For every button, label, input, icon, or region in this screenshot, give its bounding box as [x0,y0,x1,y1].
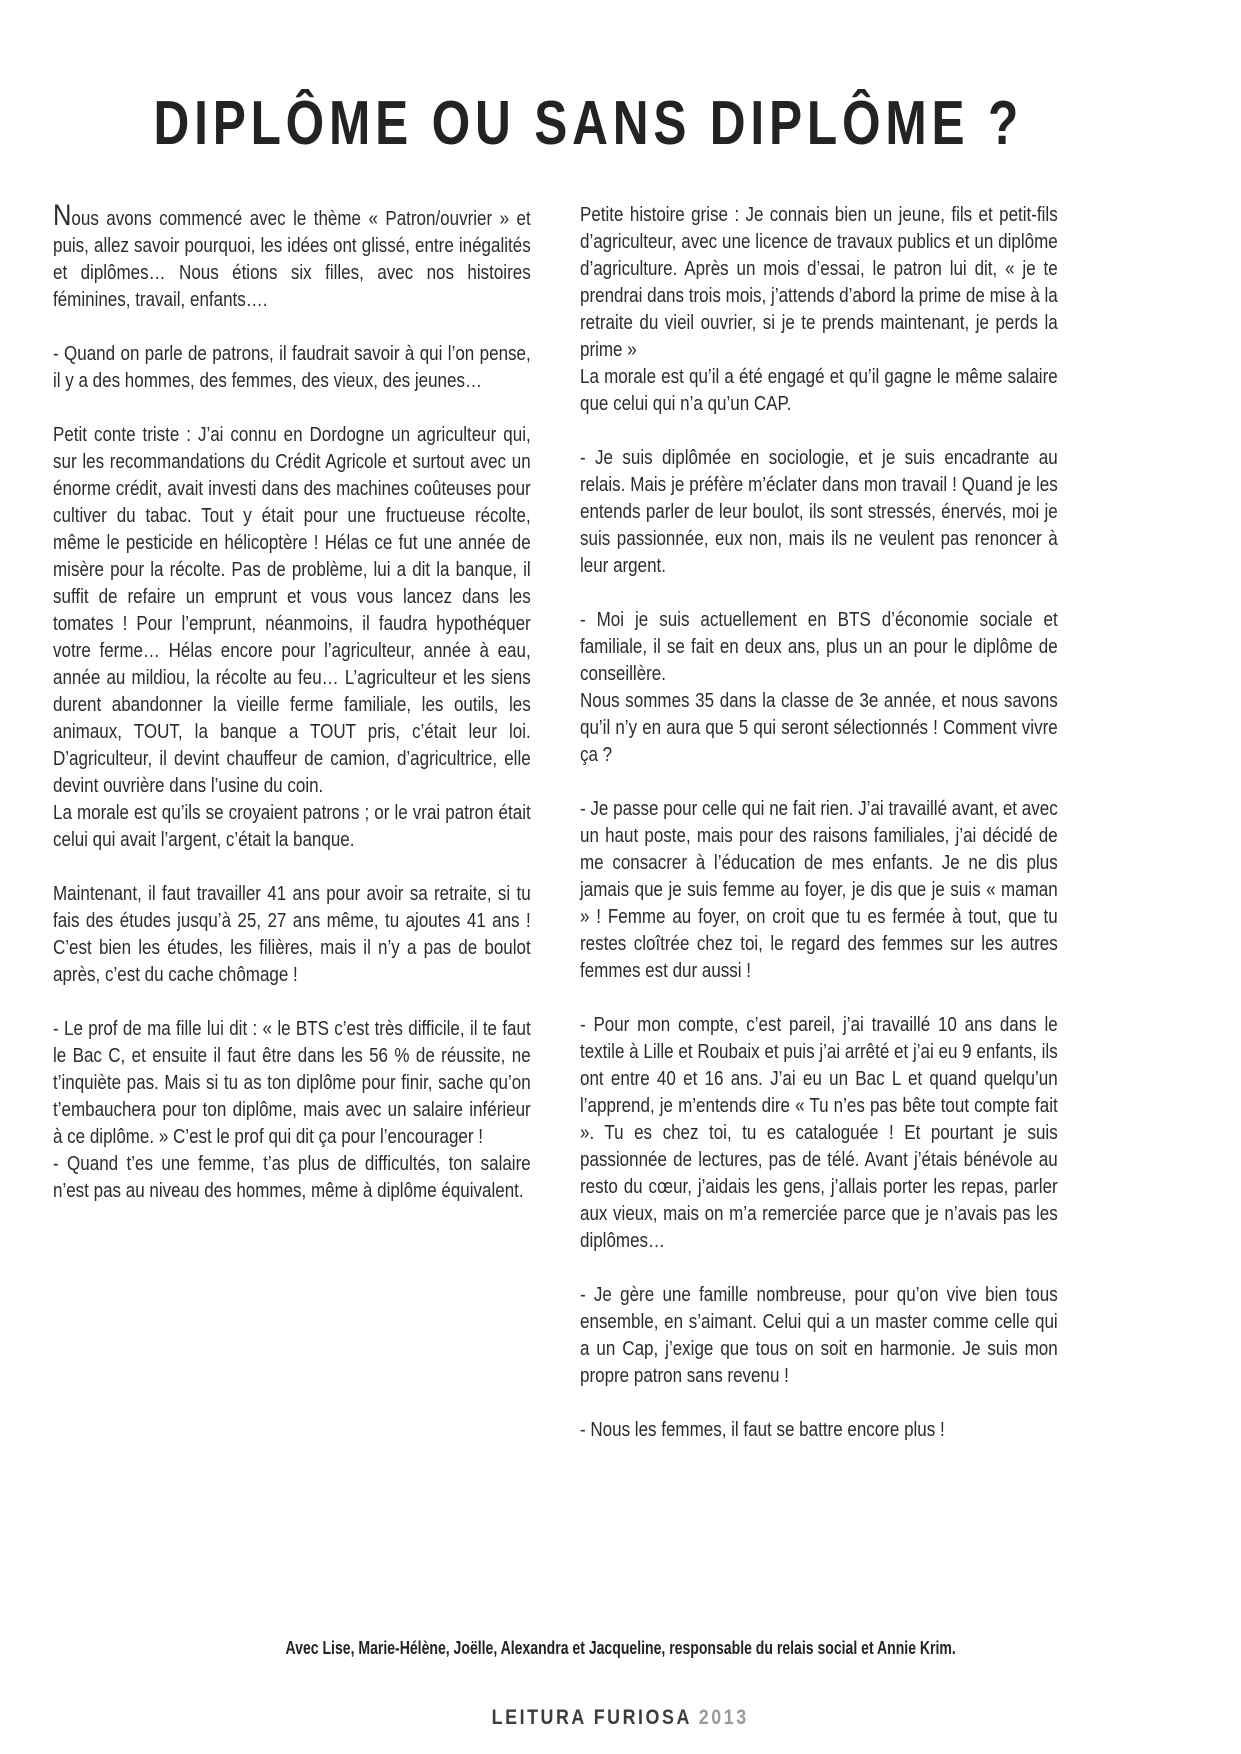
paragraph: Petit conte triste : J’ai connu en Dordogne un agriculteur qui, sur les recommandations du Crédit Agricole et surtout avec un énorme crédit, avait investi dans des machines coûteuses pour cultiver du tabac. Tout y était pour une fructueuse récolte, même le pesticide en hélicoptère ! Hélas ce fut une année de misère pour la récolte. Pas de problème, lui a dit la banque, il suffit de refaire un emprunt et vous vous lancez dans les tomates ! Pour l’emprunt, néanmoins, il faudra hypothéquer votre ferme… Hélas encore pour l’agriculteur, année à eau, année au mildiou, la récolte au feu… L’agriculteur et les siens durent abandonner la vieille ferme familiale, les outils, les animaux, TOUT, la banque a TOUT pris, c’était leur loi. D’agriculteur, il devint chauffeur de camion, d’agricultrice, elle devint ouvrière dans l’usine du coin. [53,424,531,797]
paragraph: Maintenant, il faut travailler 41 ans pour avoir sa retraite, si tu fais des études jusqu’à 25, 27 ans même, tu ajoutes 41 ans ! C’est bien les études, les filières, mais il n’y a pas de boulot après, c’est du cache chômage ! [53,883,531,986]
paragraph: - Pour mon compte, c’est pareil, j’ai travaillé 10 ans dans le textile à Lille et Roubaix et puis j’ai arrêté et j’ai eu 9 enfants, ils ont entre 40 et 16 ans. J’ai eu un Bac L et quand quelqu’un l’apprend, je m’entends dire « Tu n’es pas bête tout compte fait ». Tu es chez toi, tu es cataloguée ! Et pourtant je suis passionnée de lectures, pas de télé. Avant j’étais bénévole au resto du cœur, j’aidais les gens, j’allais porter les repas, parler aux vieux, mais on m’a remerciée parce que je n’avais pas les diplômes… [580,1014,1058,1252]
paragraph: Nous sommes 35 dans la classe de 3e année, et nous savons qu’il n’y en aura que 5 qui seront sélectionnés ! Comment vivre ça ? [580,690,1058,766]
page-title: DIPLÔME OU SANS DIPLÔME ? [153,88,1024,158]
paragraph-lead-text: ous avons commencé avec le thème « Patron/ouvrier » et puis, allez savoir pourquoi, les idées ont glissé, entre inégalités et diplômes… Nous étions six filles, avec nos histoires féminines, travail, enfants…. [53,208,531,311]
footer [0,1706,1241,1730]
paragraph: - Quand on parle de patrons, il faudrait savoir à qui l’on pense, il y a des hommes, des femmes, des vieux, des jeunes… [53,343,531,392]
paragraph-lead [53,199,531,314]
paragraph: - Je gère une famille nombreuse, pour qu’on vive bien tous ensemble, en s’aimant. Celui qui a un master comme celle qui a un Cap, j’exige que tous on soit en harmonie. Je suis mon propre patron sans revenu ! [580,1284,1058,1387]
paragraph: Petite histoire grise : Je connais bien un jeune, fils et petit-fils d’agriculteur, avec une licence de travaux publics et un diplôme d’agriculture. Après un mois d’essai, le patron lui dit, « je te prendrai dans trois mois, j’attends d’abord la prime de mise à la retraite du vieil ouvrier, si je te prends maintenant, je perds la prime » [580,204,1058,361]
article-column-left [53,199,531,1205]
credits-text: Avec Lise, Marie-Hélène, Joëlle, Alexandra et Jacqueline, responsable du relais social et Annie Krim. [285,1638,956,1658]
paragraph: La morale est qu’ils se croyaient patrons ; or le vrai patron était celui qui avait l’argent, c’était la banque. [53,802,531,851]
paragraph: - Je passe pour celle qui ne fait rien. J’ai travaillé avant, et avec un haut poste, mais pour des raisons familiales, j’ai décidé de me consacrer à l’éducation de mes enfants. Je ne dis plus jamais que je suis femme au foyer, je dis que je suis « maman » ! Femme au foyer, on croit que tu es fermée à tout, que tu restes cloîtrée chez toi, le regard des femmes sur les autres femmes est dur aussi ! [580,798,1058,982]
credits-line [0,1638,1241,1659]
article-column-right-text [580,202,1058,1444]
drop-cap: N [53,199,72,232]
article-column-right [580,202,1058,1444]
publication-name: LEITURA FURIOSA [492,1706,692,1729]
publication-year: 2013 [699,1706,749,1729]
paragraph: La morale est qu’il a été engagé et qu’il gagne le même salaire que celui qui n’a qu’un CAP. [580,366,1058,415]
paragraph: - Le prof de ma fille lui dit : « le BTS c’est très difficile, il te faut le Bac C, et ensuite il faut être dans les 56 % de réussite, ne t’inquiète pas. Mais si tu as ton diplôme pour finir, sache qu’on t’embauchera pour ton diplôme, mais avec un salaire inférieur à ce diplôme. » C’est le prof qui dit ça pour l’encourager ! [53,1018,531,1148]
paragraph: - Nous les femmes, il faut se battre encore plus ! [580,1419,945,1441]
footer-text [492,1706,749,1730]
paragraph: - Je suis diplômée en sociologie, et je suis encadrante au relais. Mais je préfère m’éclater dans mon travail ! Quand je les entends parler de leur boulot, ils sont stressés, énervés, moi je suis passionnée, eux non, mais ils ne veulent pas renoncer à leur argent. [580,447,1058,577]
paragraph: - Quand t’es une femme, t’as plus de difficultés, ton salaire n’est pas au niveau des hommes, même à diplôme équivalent. [53,1153,531,1202]
article-column-left-text [53,199,531,1205]
paragraph: - Moi je suis actuellement en BTS d’économie sociale et familiale, il se fait en deux ans, plus un an pour le diplôme de conseillère. [580,609,1058,685]
